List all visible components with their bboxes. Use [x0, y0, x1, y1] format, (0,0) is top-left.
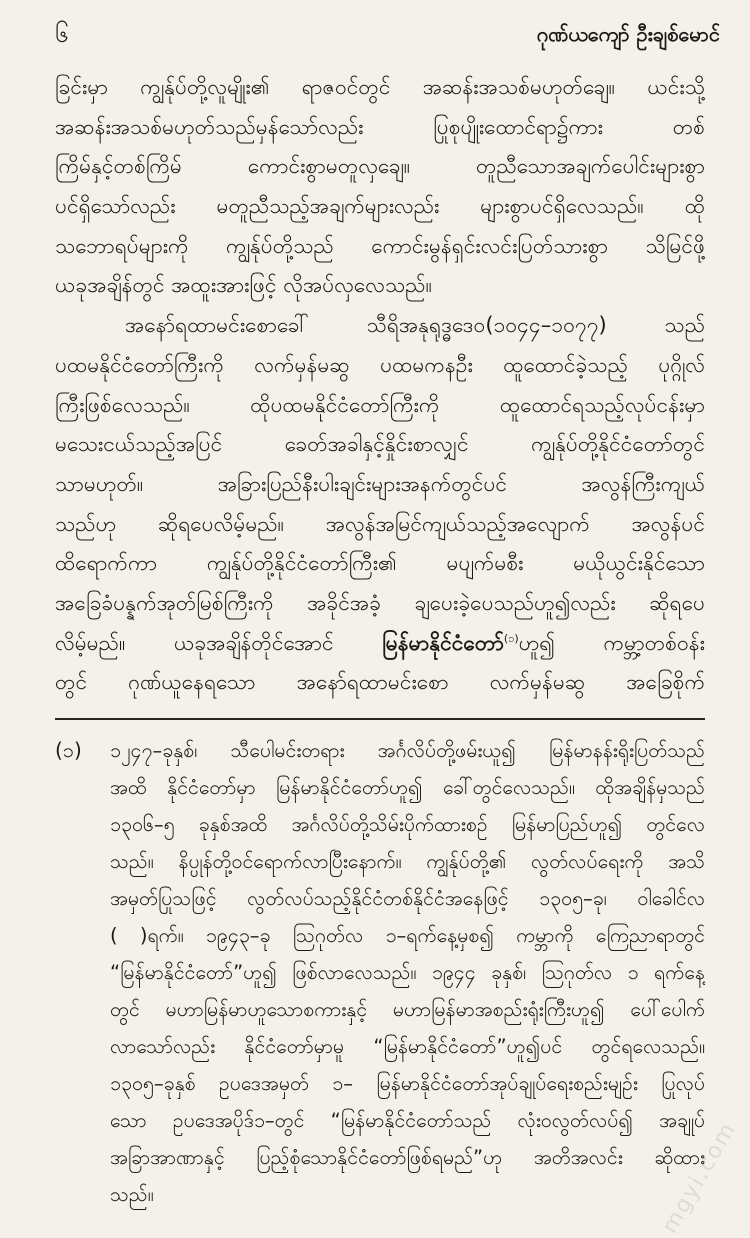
footnote-line: ( )ရက်။ ၁၉၄၃–ခု ဩဂုတ်လ ၁–ရက်နေ့မှစ၍ ကမ္ဘာကို ကြေညာရာတွင်: [110, 924, 705, 947]
footnote-line: သော ဥပဒေအပိုဒ်၁–တွင် “မြန်မာနိုင်ငံတော်သည် လုံးဝလွတ်လပ်၍ အချုပ်: [110, 1109, 705, 1132]
text-line: ပထမနိုင်ငံတော်ကြီးကို လက်မှန်မဆွ ပထမကနဦး ထူထောင်ခဲ့သည့် ပုဂ္ဂိုလ်: [55, 352, 705, 377]
text-line: ပင်ရှိသော်လည်း မတူညီသည့်အချက်များလည်း များစွာပင်ရှိလေသည်။ ထို: [55, 194, 705, 219]
text-line: မသေးငယ်သည့်အပြင် ခေတ်အခါနှင့်နှိုင်းစာလျှင် ကျွန်ုပ်တို့နိုင်ငံတော်တွင်: [55, 432, 705, 457]
running-head: ဂုဏ်ယကျော် ဦးချစ်မောင်: [536, 22, 720, 46]
text-line: ကြိမ်နှင့်တစ်ကြိမ် ကောင်းစွာမတူလှချေ။ တူညီသောအချက်ပေါင်းများစွာ: [55, 154, 705, 179]
footnote-divider: [55, 718, 705, 720]
watermark: mgyi.com: [658, 1117, 742, 1238]
page-number: ၆: [55, 20, 69, 48]
footnote: [55, 732, 705, 1213]
text-line: ထိရောက်ကာ ကျွန်ုပ်တို့နိုင်ငံတော်ကြီး၏ မပျက်မစီး မယိုယွင်းနိုင်သော: [55, 551, 705, 576]
footnote-reference[interactable]: (၁): [503, 631, 519, 645]
text-line: အခြေခံပန္နက်အုတ်မြစ်ကြီးကို အခိုင်အခံ့ ချပေးခဲ့ပေသည်ဟူ၍လည်း ဆိုရပေ: [55, 590, 705, 615]
text-line: သဘောရပ်များကို ကျွန်ုပ်တို့သည် ကောင်းမွန်ရှင်းလင်းပြတ်သားစွာ သိမြင်ဖို့: [55, 233, 705, 258]
footnote-line: လာသော်လည်း နိုင်ငံတော်မှာမူ “မြန်မာနိုင်ငံတော်”ဟူ၍ပင် တွင်ရလေသည်။: [110, 1035, 705, 1058]
footnote-line: သည်။: [110, 1183, 154, 1206]
footnote-body: [110, 732, 705, 1213]
footnote-line: အထိ နိုင်ငံတော်မှာ မြန်မာနိုင်ငံတော်ဟူ၍ ခေါ်တွင်လေသည်။ ထိုအချိန်မှသည်: [110, 776, 705, 799]
text-line-with-footnote-ref: [55, 624, 705, 664]
text-line: တွင် ဂုဏ်ယူနေရသော အနော်ရထာမင်းစော လက်မှန်မဆွ အခြေစိုက်: [55, 670, 705, 695]
footnote-line: သည်။ နိပ္ပုန်တို့ဝင်ရောက်လာပြီးနောက်။ ကျွန်ုပ်တို့၏ လွတ်လပ်ရေးကို အသိ: [110, 850, 705, 873]
footnote-line: “မြန်မာနိုင်ငံတော်”ဟူ၍ ဖြစ်လာလေသည်။ ၁၉၄၄ ခုနှစ်၊ ဩဂုတ်လ ၁ ရက်နေ့: [110, 961, 705, 984]
page-header: [55, 18, 720, 54]
text-line: အဆန်းအသစ်မဟုတ်သည်မှန်သော်လည်း ပြုစုပျိုးထောင်ရာ၌ကား တစ်: [55, 114, 705, 139]
footnote-line: အမှတ်ပြုသဖြင့် လွတ်လပ်သည့်နိုင်ငံတစ်နိုင်ငံအနေဖြင့် ၁၃၀၅–ခု၊ ဝါခေါင်လ: [110, 887, 705, 910]
footnote-line: ၁၂၄၇–ခုနှစ်၊ သီပေါမင်းတရား အင်္ဂလိပ်တို့ဖမ်းယူ၍ မြန်မာနန်းရိုးပြတ်သည်: [110, 739, 705, 762]
text-line: ယခုအချိန်တွင် အထူးအားဖြင့် လိုအပ်လှလေသည်။: [55, 273, 432, 298]
text-line: အနော်ရထာမင်းစောခေါ် သီရိအနုရုဒ္ဓဒေဝ(၁၀၄၄–၁၀၇၇) သည်: [125, 313, 705, 338]
bold-term: မြန်မာနိုင်ငံတော်: [382, 630, 504, 655]
footnote-line: အခြာအာဏာနှင့် ပြည့်စုံသောနိုင်ငံတော်ဖြစ်ရမည်”ဟု အတိအလင်း ဆိုထား: [110, 1146, 705, 1169]
text-line: သာမဟုတ်။ အခြားပြည်နီးပါးချင်းများအနက်တွင်ပင် အလွန်ကြီးကျယ်: [55, 471, 705, 496]
footnote-line: ၁၃၀၅–ခုနှစ် ဥပဒေအမှတ် ၁– မြန်မာနိုင်ငံတော်အုပ်ချုပ်ရေးစည်းမျဉ်း ပြုလုပ်: [110, 1072, 705, 1095]
footnote-marker: (၁): [55, 738, 82, 762]
text-line: ကြီးဖြစ်လေသည်။ ထိုပထမနိုင်ငံတော်ကြီးကို ထူထောင်ရသည့်လုပ်ငန်းမှာ: [55, 392, 705, 417]
body-text: [55, 68, 705, 703]
footnote-line: တွင် မဟာမြန်မာဟူသောစကားနှင့် မဟာမြန်မာအစည်းရုံးကြီးဟူ၍ ပေါ်ပေါက်: [110, 998, 705, 1021]
text-span: လိမ့်မည်။ ယခုအချိန်တိုင်အောင်: [55, 630, 383, 655]
footnote-line: ၁၃၀၆–၅ ခုနှစ်အထိ အင်္ဂလိပ်တို့သိမ်းပိုက်ထားစဉ် မြန်မာပြည်ဟူ၍ တွင်လေ: [110, 813, 705, 836]
text-span: ဟူ၍ ကမ္ဘာ့တစ်ဝန်း: [518, 630, 705, 655]
text-line: သည်ဟု ဆိုရပေလိမ့်မည်။ အလွန်အမြင်ကျယ်သည့်အလျောက် အလွန်ပင်: [55, 511, 705, 536]
text-line: ခြင်းမှာ ကျွန်ုပ်တို့လူမျိုး၏ ရာဇဝင်တွင် အဆန်းအသစ်မဟုတ်ချေ။ ယင်းသို့: [55, 75, 705, 99]
